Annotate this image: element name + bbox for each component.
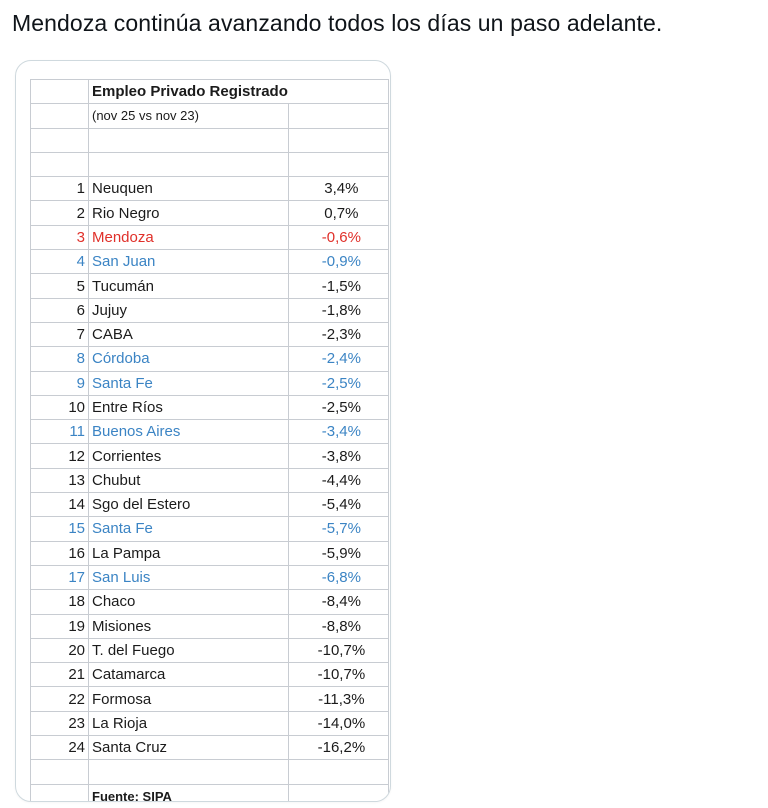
cell-empty: [288, 128, 388, 152]
value-cell: -3,8%: [288, 444, 388, 468]
table-row: [31, 736, 389, 760]
cell-empty: [31, 128, 89, 152]
value-cell: -2,5%: [288, 395, 388, 419]
value-cell: -10,7%: [288, 638, 388, 662]
province-cell: Sgo del Estero: [89, 493, 289, 517]
province-cell: Santa Cruz: [89, 736, 289, 760]
value-cell: -10,7%: [288, 663, 388, 687]
blank-row: [31, 128, 389, 152]
value-cell: -1,5%: [288, 274, 388, 298]
value-cell: -5,9%: [288, 541, 388, 565]
cell-empty: [31, 152, 89, 176]
rank-cell: 3: [31, 225, 89, 249]
subheader-row: [31, 104, 389, 128]
table-row: [31, 663, 389, 687]
table-row: [31, 565, 389, 589]
province-cell: Neuquen: [89, 177, 289, 201]
value-cell: -16,2%: [288, 736, 388, 760]
table-row: [31, 638, 389, 662]
table-row: [31, 298, 389, 322]
header-row: [31, 80, 389, 104]
table-row: [31, 493, 389, 517]
rank-cell: 12: [31, 444, 89, 468]
value-cell: -0,9%: [288, 250, 388, 274]
rank-cell: 4: [31, 250, 89, 274]
province-cell: Chaco: [89, 590, 289, 614]
sheet-subtitle: (nov 25 vs nov 23): [89, 104, 289, 128]
province-cell: Formosa: [89, 687, 289, 711]
rank-cell: 24: [31, 736, 89, 760]
rank-cell: 11: [31, 420, 89, 444]
province-cell: La Pampa: [89, 541, 289, 565]
province-cell: Santa Fe: [89, 517, 289, 541]
province-cell: Misiones: [89, 614, 289, 638]
value-cell: -2,3%: [288, 322, 388, 346]
province-cell: Rio Negro: [89, 201, 289, 225]
province-cell: San Luis: [89, 565, 289, 589]
table-row: [31, 614, 389, 638]
rank-cell: 9: [31, 371, 89, 395]
province-cell: CABA: [89, 322, 289, 346]
province-cell: Catamarca: [89, 663, 289, 687]
cell-empty: [31, 104, 89, 128]
rank-cell: 10: [31, 395, 89, 419]
province-cell: Chubut: [89, 468, 289, 492]
table-row: [31, 177, 389, 201]
province-cell: Santa Fe: [89, 371, 289, 395]
rank-cell: 22: [31, 687, 89, 711]
rank-cell: 21: [31, 663, 89, 687]
cell-empty: [31, 760, 89, 784]
table-row: [31, 225, 389, 249]
value-cell: -1,8%: [288, 298, 388, 322]
value-cell: -5,7%: [288, 517, 388, 541]
value-cell: -3,4%: [288, 420, 388, 444]
table-row: [31, 444, 389, 468]
value-cell: -2,4%: [288, 347, 388, 371]
rank-cell: 23: [31, 711, 89, 735]
source-label: Fuente: SIPA: [89, 784, 289, 802]
cell-empty: [288, 152, 388, 176]
table-row: [31, 201, 389, 225]
table-row: [31, 420, 389, 444]
table-row: [31, 274, 389, 298]
province-cell: La Rioja: [89, 711, 289, 735]
rank-cell: 13: [31, 468, 89, 492]
cell-empty: [89, 128, 289, 152]
blank-row: [31, 152, 389, 176]
value-cell: -8,4%: [288, 590, 388, 614]
table-row: [31, 371, 389, 395]
image-card[interactable]: [15, 60, 391, 802]
table-row: [31, 541, 389, 565]
rank-cell: 1: [31, 177, 89, 201]
rank-cell: 16: [31, 541, 89, 565]
province-cell: Mendoza: [89, 225, 289, 249]
rank-cell: 17: [31, 565, 89, 589]
province-cell: Entre Ríos: [89, 395, 289, 419]
rank-cell: 20: [31, 638, 89, 662]
province-cell: Córdoba: [89, 347, 289, 371]
table-row: [31, 250, 389, 274]
value-cell: -0,6%: [288, 225, 388, 249]
table-row: [31, 590, 389, 614]
cell-empty: [31, 784, 89, 802]
value-cell: -5,4%: [288, 493, 388, 517]
table-row: [31, 711, 389, 735]
table-row: [31, 322, 389, 346]
cell-empty: [288, 80, 388, 104]
cell-empty: [288, 104, 388, 128]
province-cell: Tucumán: [89, 274, 289, 298]
value-cell: 0,7%: [288, 201, 388, 225]
post-text: Mendoza continúa avanzando todos los días un paso adelante.: [12, 10, 663, 36]
value-cell: -8,8%: [288, 614, 388, 638]
value-cell: -4,4%: [288, 468, 388, 492]
spreadsheet-table: [30, 79, 389, 802]
rank-cell: 2: [31, 201, 89, 225]
rank-cell: 15: [31, 517, 89, 541]
province-cell: Corrientes: [89, 444, 289, 468]
table-row: [31, 395, 389, 419]
value-cell: -11,3%: [288, 687, 388, 711]
rank-cell: 6: [31, 298, 89, 322]
spreadsheet-body: [31, 80, 389, 803]
cell-empty: [31, 80, 89, 104]
value-cell: -14,0%: [288, 711, 388, 735]
table-row: [31, 468, 389, 492]
rank-cell: 18: [31, 590, 89, 614]
value-cell: 3,4%: [288, 177, 388, 201]
rank-cell: 8: [31, 347, 89, 371]
sheet-title: Empleo Privado Registrado: [89, 80, 289, 104]
value-cell: -6,8%: [288, 565, 388, 589]
province-cell: Jujuy: [89, 298, 289, 322]
rank-cell: 7: [31, 322, 89, 346]
rank-cell: 19: [31, 614, 89, 638]
table-row: [31, 687, 389, 711]
table-row: [31, 517, 389, 541]
rank-cell: 5: [31, 274, 89, 298]
cell-empty: [288, 760, 388, 784]
cell-empty: [89, 152, 289, 176]
province-cell: San Juan: [89, 250, 289, 274]
table-row: [31, 347, 389, 371]
province-cell: T. del Fuego: [89, 638, 289, 662]
cell-empty: [288, 784, 388, 802]
province-cell: Buenos Aires: [89, 420, 289, 444]
value-cell: -2,5%: [288, 371, 388, 395]
blank-row: [31, 760, 389, 784]
cell-empty: [89, 760, 289, 784]
rank-cell: 14: [31, 493, 89, 517]
source-row: [31, 784, 389, 802]
